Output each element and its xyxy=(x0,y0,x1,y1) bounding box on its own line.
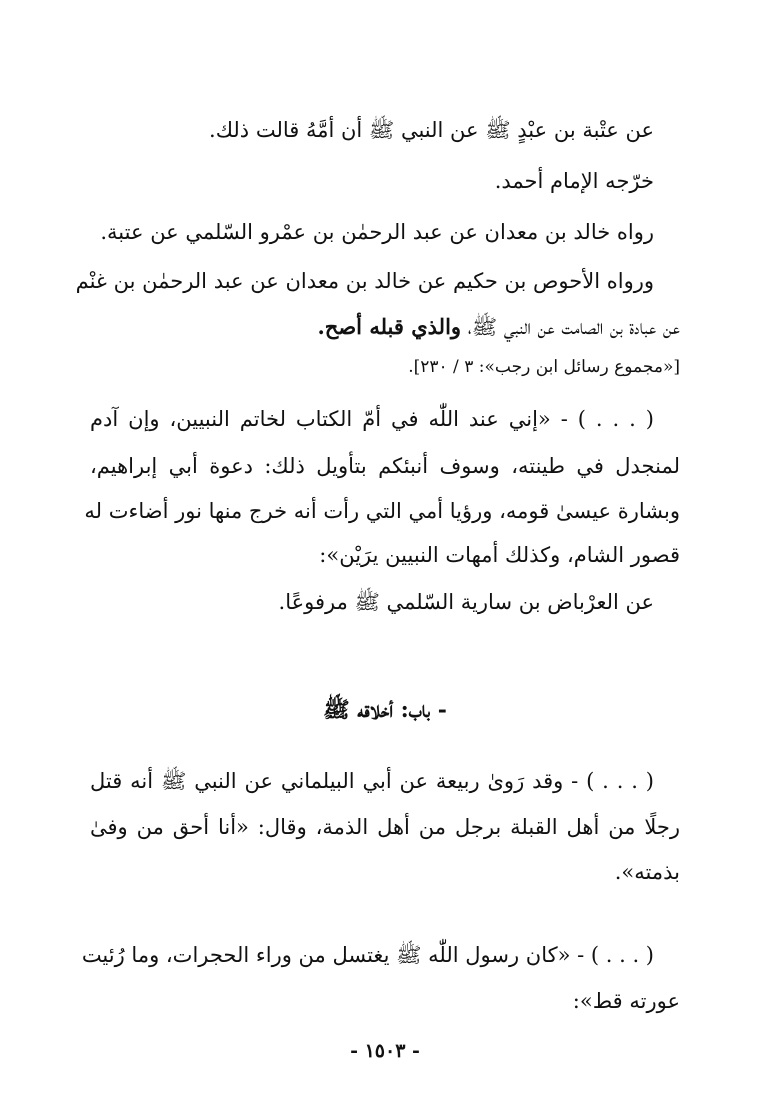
text-line-11: ( . . . ) - وقد رَوىٰ ربيعة عن أبي البيلماني عن النبي ﷺ أنه قتل xyxy=(90,769,654,793)
document-page xyxy=(75,0,680,1119)
text-line-12: رجلًا من أهل القبلة برجل من أهل الذمة، وقال: «أنا أحق من وفىٰ xyxy=(90,815,680,839)
text-line-10: عن العرْباض بن سارية السّلمي ﷺ مرفوعًا. xyxy=(278,590,654,614)
text-line-5 xyxy=(90,312,680,342)
text-line-1: عن عتْبة بن عبْدٍ ﷺ عن النبي ﷺ أن أمَّهُ قالت ذلك. xyxy=(209,118,654,142)
text-line-6: ( . . . ) - «إني عند اللّٰه في أمّ الكتاب لخاتم النبيين، وإن آدم xyxy=(90,407,654,431)
text-line-13: بذمته». xyxy=(614,860,680,884)
text-line-15: عورته قط»: xyxy=(572,989,680,1013)
bold-phrase: والذي قبله أصح. xyxy=(317,314,462,339)
text-line-7: لمنجدل في طينته، وسوف أنبئكم بتأويل ذلك: دعوة أبي إبراهيم، xyxy=(90,454,680,478)
page-number: - ١٥٠٣ - xyxy=(350,1040,420,1062)
text-line-5-regular: عن عبادة بن الصامت عن النبي ﷺ، xyxy=(461,315,680,339)
text-line-4: ورواه الأحوص بن حكيم عن خالد بن معدان عن عبد الرحمٰن بن غنْم xyxy=(75,269,654,293)
text-line-14: ( . . . ) - «كان رسول اللّٰه ﷺ يغتسل من وراء الحجرات، وما رُئيت xyxy=(81,943,654,967)
text-line-3: رواه خالد بن معدان عن عبد الرحمٰن بن عمْرو السّلمي عن عتبة. xyxy=(100,220,654,244)
text-line-9: قصور الشام، وكذلك أمهات النبيين يرَيْن»: xyxy=(319,543,680,567)
text-line-2: خرّجه الإمام أحمد. xyxy=(494,169,654,193)
reference-citation: [«مجموع رسائل ابن رجب»: ٣ / ٢٣٠]. xyxy=(408,357,680,377)
text-line-8: وبشارة عيسىٰ قومه، ورؤيا أمي التي رأت أنه خرج منها نور أضاءت له xyxy=(84,499,680,523)
section-heading: - باب: أخلاقه ﷺ xyxy=(323,697,447,723)
